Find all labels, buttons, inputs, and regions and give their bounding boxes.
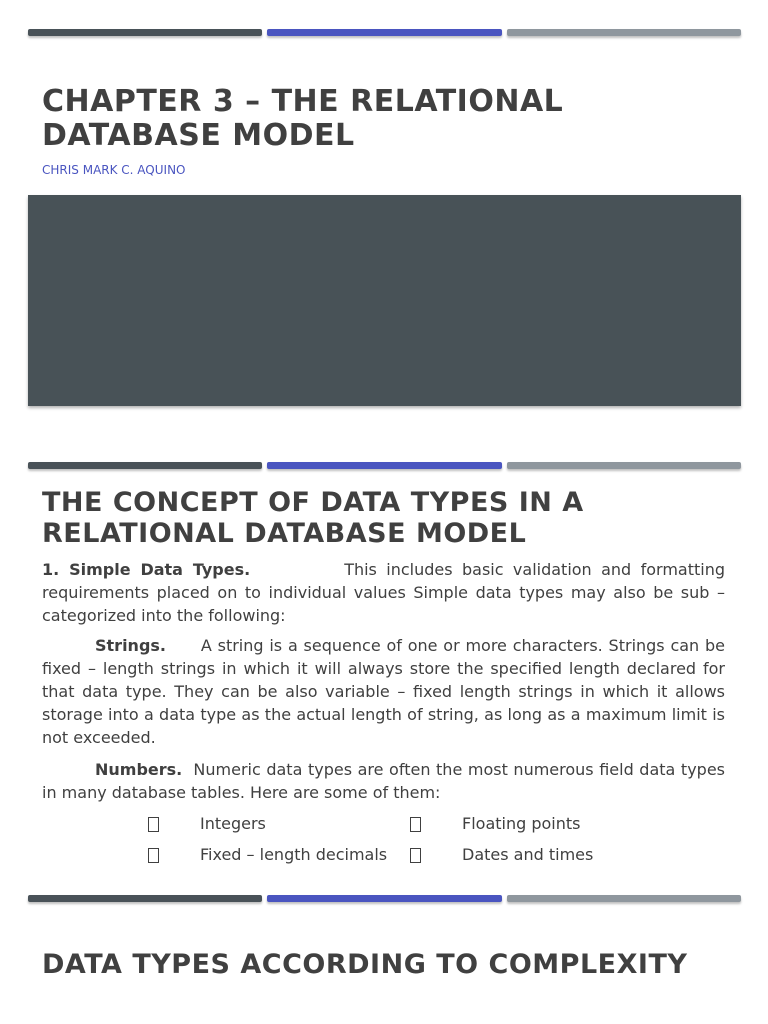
accent-bar-dark xyxy=(28,462,262,469)
bullet-glyph-icon xyxy=(410,848,421,863)
bullet-glyph-icon xyxy=(148,817,159,832)
numeric-types-list xyxy=(42,812,725,874)
numbers-text: Numeric data types are often the most numerous field data types in many database tables. Here are some of them: xyxy=(42,760,725,802)
slide1-accent-bars xyxy=(28,29,741,36)
slide2-title: THE CONCEPT OF DATA TYPES IN A RELATIONAL DATABASE MODEL xyxy=(42,487,584,549)
accent-bar-gray xyxy=(507,462,741,469)
simple-data-types-heading: 1. Simple Data Types. xyxy=(42,560,251,579)
slide2-accent-bars xyxy=(28,462,741,469)
slide1-author: CHRIS MARK C. AQUINO xyxy=(42,163,186,177)
list-item: Fixed – length decimals xyxy=(200,845,388,864)
list-item: Dates and times xyxy=(462,845,594,864)
slide1-title: CHAPTER 3 – THE RELATIONAL DATABASE MODEL xyxy=(42,84,564,153)
accent-bar-gray xyxy=(507,29,741,36)
accent-bar-blue xyxy=(267,29,501,36)
slide3-accent-bars xyxy=(28,895,741,902)
simple-data-types-text: This includes basic validation and formatting requirements placed on to individual values Simple data types may also be sub – categorized into the following: xyxy=(42,560,725,625)
list-row xyxy=(42,843,725,874)
simple-data-types-paragraph xyxy=(42,558,725,627)
accent-bar-dark xyxy=(28,29,262,36)
list-item: Floating points xyxy=(462,814,581,833)
slide1-image-panel xyxy=(28,195,741,406)
accent-bar-blue xyxy=(267,895,501,902)
accent-bar-blue xyxy=(267,462,501,469)
list-row xyxy=(42,812,725,843)
bullet-glyph-icon xyxy=(410,817,421,832)
accent-bar-dark xyxy=(28,895,262,902)
accent-bar-gray xyxy=(507,895,741,902)
slide3-title: DATA TYPES ACCORDING TO COMPLEXITY xyxy=(42,949,688,980)
bullet-glyph-icon xyxy=(148,848,159,863)
numbers-heading: Numbers. xyxy=(95,760,183,779)
numbers-paragraph xyxy=(42,758,725,804)
list-item: Integers xyxy=(200,814,266,833)
strings-text: A string is a sequence of one or more characters. Strings can be fixed – length strings in which it will always store the specified length declared for that data type. They can be also variable – fixed length strings in which it allows storage into a data type as the actual length of string, as long as a maximum limit is not exceeded. xyxy=(42,636,726,747)
strings-heading: Strings. xyxy=(95,636,166,655)
strings-paragraph xyxy=(42,634,725,749)
